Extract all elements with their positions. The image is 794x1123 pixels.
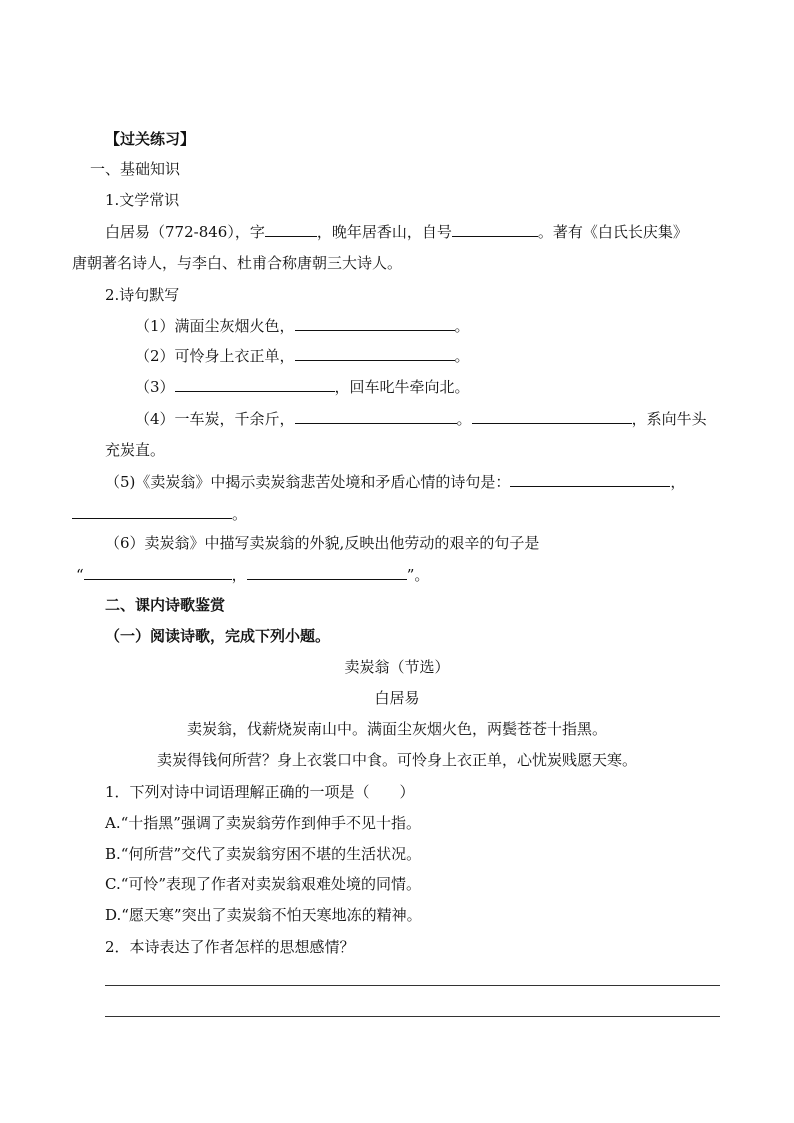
question-3-text: ，回车叱牛牵向北。 bbox=[334, 378, 470, 396]
section2-subheading: （一）阅读诗歌，完成下列小题。 bbox=[105, 627, 331, 645]
question-3 bbox=[135, 376, 470, 397]
item1-line1 bbox=[105, 221, 688, 242]
exercise-title: 【过关练习】 bbox=[105, 130, 196, 148]
answer-line-1[interactable] bbox=[105, 985, 720, 986]
poem-author: 白居易 bbox=[374, 689, 420, 707]
question-6-blank-1[interactable] bbox=[84, 564, 232, 580]
question-6-close-quote: ”。 bbox=[406, 566, 430, 584]
question-6-line2 bbox=[76, 564, 429, 585]
question-5-end: 。 bbox=[232, 505, 248, 523]
essay-question: 2．本诗表达了作者怎样的思想感情？ bbox=[105, 938, 355, 956]
option-d[interactable]: D.“愿天寒”突出了卖炭翁不怕天寒地冻的精神。 bbox=[105, 906, 422, 924]
pseudonym-blank[interactable] bbox=[452, 221, 538, 237]
question-5-blank-1[interactable] bbox=[510, 471, 670, 487]
question-6-open-quote: “ bbox=[76, 566, 84, 584]
option-c[interactable]: C.“可怜”表现了作者对卖炭翁艰难处境的同情。 bbox=[105, 875, 422, 893]
item1-text-a: 白居易（772-846），字 bbox=[105, 223, 265, 241]
question-6: （6）卖炭翁》中描写卖炭翁的外貌,反映出他劳动的艰辛的句子是 bbox=[105, 534, 540, 552]
question-2-blank[interactable] bbox=[295, 345, 455, 361]
option-b[interactable]: B.“何所营”交代了卖炭翁穷困不堪的生活状况。 bbox=[105, 845, 422, 863]
question-6-comma: ， bbox=[231, 566, 247, 584]
question-4-blank-2[interactable] bbox=[472, 408, 632, 424]
option-a[interactable]: A.“十指黑”强调了卖炭翁劳作到伸手不见十指。 bbox=[105, 814, 421, 832]
question-5-blank-2[interactable] bbox=[72, 503, 232, 519]
question-4 bbox=[135, 408, 707, 429]
section1-heading: 一、基础知识 bbox=[90, 160, 181, 178]
item1-text-c: 。著有《白氏长庆集》 bbox=[537, 223, 688, 241]
question-5-comma: ， bbox=[670, 473, 686, 491]
question-1-text: （1）满面尘灰烟火色， bbox=[135, 317, 295, 335]
question-5-line2 bbox=[72, 503, 247, 524]
question-4-text: （4）一车炭，千余斤， bbox=[135, 410, 295, 428]
question-2-text: （2）可怜身上衣正单， bbox=[135, 347, 295, 365]
poem-title: 卖炭翁（节选） bbox=[344, 658, 450, 676]
question-6-blank-2[interactable] bbox=[247, 564, 407, 580]
question-3-blank[interactable] bbox=[175, 376, 335, 392]
question-4-line2: 充炭直。 bbox=[105, 441, 166, 459]
courtesy-name-blank[interactable] bbox=[265, 221, 317, 237]
question-2-end: 。 bbox=[454, 347, 470, 365]
question-5-text: （5)《卖炭翁》中揭示卖炭翁悲苦处境和矛盾心情的诗句是： bbox=[105, 473, 511, 491]
mc-question: 1．下列对诗中词语理解正确的一项是（ ） bbox=[105, 783, 415, 801]
answer-line-2[interactable] bbox=[105, 1016, 720, 1017]
poem-line-2: 卖炭得钱何所营？身上衣裳口中食。可怜身上衣正单，心忧炭贱愿天寒。 bbox=[156, 751, 637, 769]
item1-line2: 唐朝著名诗人，与李白、杜甫合称唐朝三大诗人。 bbox=[72, 254, 403, 272]
question-1-end: 。 bbox=[454, 317, 470, 335]
item1-text-b: ，晚年居香山，自号 bbox=[316, 223, 452, 241]
question-2 bbox=[135, 345, 470, 366]
question-5 bbox=[105, 471, 685, 492]
section2-heading: 二、课内诗歌鉴赏 bbox=[105, 596, 226, 614]
item1-title: 1.文学常识 bbox=[105, 191, 180, 209]
question-4-mid: 。 bbox=[456, 410, 472, 428]
question-1-blank[interactable] bbox=[295, 315, 455, 331]
question-4-blank-1[interactable] bbox=[295, 408, 457, 424]
item2-title: 2.诗句默写 bbox=[105, 286, 180, 304]
question-1 bbox=[135, 315, 470, 336]
question-3-label: （3） bbox=[135, 378, 175, 396]
question-4-end: ，系向牛头 bbox=[631, 410, 707, 428]
poem-line-1: 卖炭翁，伐薪烧炭南山中。满面尘灰烟火色，两鬓苍苍十指黑。 bbox=[186, 720, 607, 738]
